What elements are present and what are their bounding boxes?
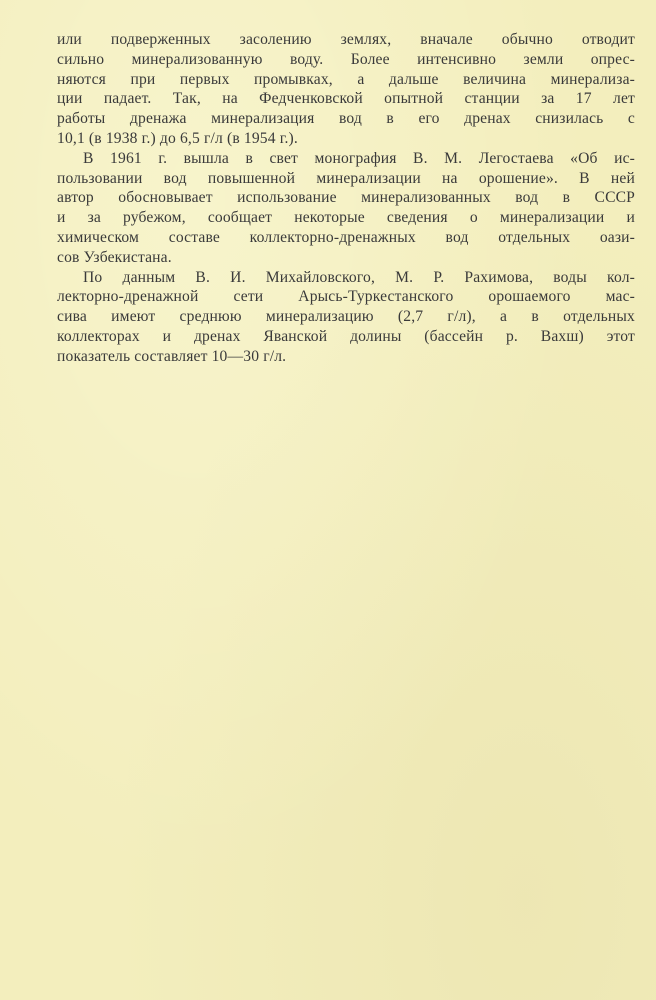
paragraph-2 bbox=[57, 149, 635, 268]
text-line: ции падает. Так, на Федченковской опытной станции за 17 лет bbox=[57, 90, 635, 108]
text-line: автор обосновывает использование минерализованных вод в СССР bbox=[57, 189, 635, 207]
text-line: показатель составляет 10—30 г/л. bbox=[57, 347, 287, 365]
text-line: работы дренажа минерализация вод в его дренах снизилась с bbox=[57, 110, 635, 128]
text-line: сильно минерализованную воду. Более интенсивно земли опрес- bbox=[57, 50, 635, 68]
text-line: 10,1 (в 1938 г.) до 6,5 г/л (в 1954 г.). bbox=[57, 129, 298, 147]
paragraph-1 bbox=[57, 30, 635, 149]
text-line: или подверженных засолению землях, вначале обычно отводит bbox=[57, 31, 635, 48]
text-line: няются при первых промывках, а дальше величина минерализа- bbox=[57, 70, 635, 88]
text-line: коллекторах и дренах Яванской долины (бассейн р. Вахш) этот bbox=[57, 327, 635, 345]
text-line: В 1961 г. вышла в свет монография В. М. Легостаева «Об ис- bbox=[83, 149, 635, 167]
text-line: сов Узбекистана. bbox=[57, 248, 172, 266]
text-line: химическом составе коллекторно-дренажных вод отдельных оази- bbox=[57, 228, 635, 246]
text-line: и за рубежом, сообщает некоторые сведения о минерализации и bbox=[57, 209, 635, 227]
text-line: По данным В. И. Михайловского, М. Р. Рахимова, воды кол- bbox=[83, 268, 635, 286]
text-line: пользовании вод повышенной минерализации на орошение». В ней bbox=[57, 169, 635, 187]
text-line: лекторно-дренажной сети Арысь-Туркестанского орошаемого мас- bbox=[57, 288, 635, 306]
body-text bbox=[57, 30, 635, 367]
paragraph-3 bbox=[57, 268, 635, 367]
text-line: сива имеют среднюю минерализацию (2,7 г/л), а в отдельных bbox=[57, 308, 635, 326]
